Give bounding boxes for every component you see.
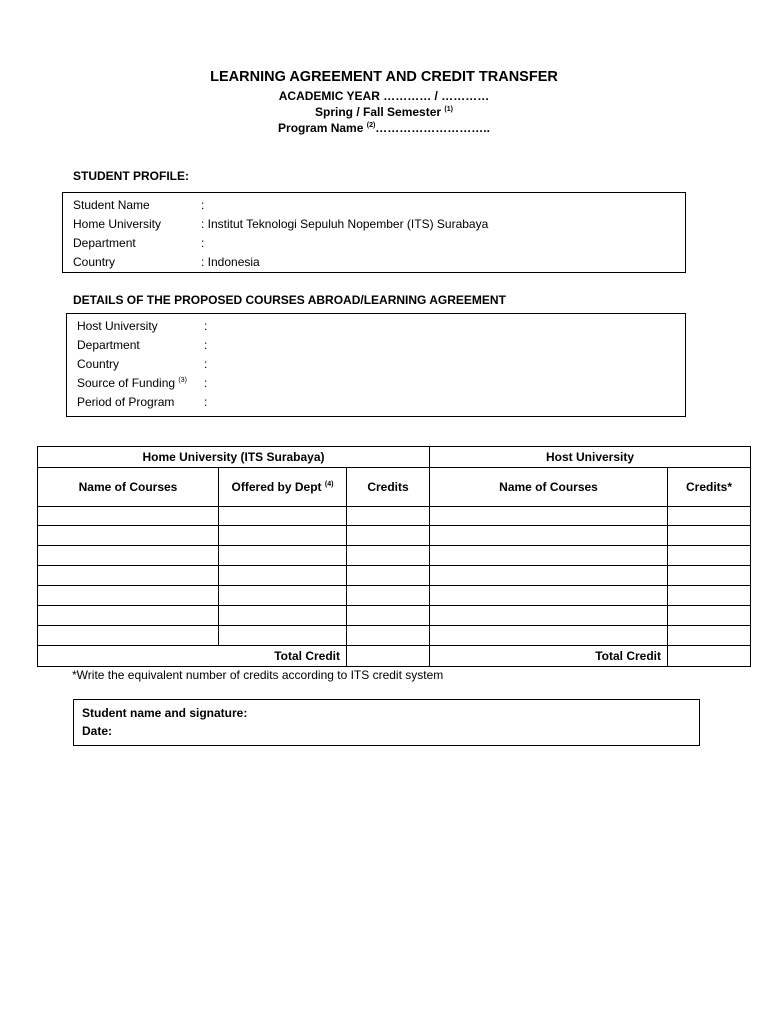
col-home-credits: Credits	[347, 468, 430, 507]
home-total-credit-cell[interactable]	[347, 646, 430, 667]
table-group-header-row	[38, 447, 751, 468]
document-title: LEARNING AGREEMENT AND CREDIT TRANSFER	[210, 69, 558, 85]
field-label: Home University	[73, 217, 162, 231]
proposed-courses-title: DETAILS OF THE PROPOSED COURSES ABROAD/LEARNING AGREEMENT	[73, 293, 506, 307]
funding-footnote-mark: (3)	[178, 377, 187, 384]
field-value: : Institut Teknologi Sepuluh Nopember (ITS) Surabaya	[201, 217, 489, 231]
field-value: :	[204, 395, 208, 409]
home-course-cell[interactable]	[38, 626, 219, 646]
field-label: Student Name	[73, 198, 150, 212]
offered-by-cell[interactable]	[219, 566, 347, 586]
home-credits-cell[interactable]	[347, 507, 430, 526]
courses-table	[37, 446, 751, 667]
home-course-cell[interactable]	[38, 546, 219, 566]
col-host-course-name: Name of Courses	[430, 468, 668, 507]
offered-by-cell[interactable]	[219, 626, 347, 646]
semester-line	[0, 105, 768, 119]
home-credits-cell[interactable]	[347, 526, 430, 546]
field-value: :	[204, 319, 208, 333]
table-total-row	[38, 646, 751, 667]
home-university-header: Home University (ITS Surabaya)	[38, 447, 430, 468]
country-row	[73, 255, 260, 269]
table-row	[38, 626, 751, 646]
field-value: :	[204, 338, 208, 352]
host-credits-cell[interactable]	[668, 546, 751, 566]
host-course-cell[interactable]	[430, 566, 668, 586]
host-credits-cell[interactable]	[668, 507, 751, 526]
academic-year: ACADEMIC YEAR ………… / …………	[278, 89, 490, 103]
host-course-cell[interactable]	[430, 526, 668, 546]
field-label: Department	[73, 236, 136, 250]
home-university-row	[73, 217, 489, 231]
host-total-credit-label: Total Credit	[430, 646, 668, 667]
home-course-cell[interactable]	[38, 526, 219, 546]
host-credits-cell[interactable]	[668, 566, 751, 586]
program-name-dots: ………………………..	[375, 121, 490, 135]
proposed-courses-box	[66, 313, 686, 417]
source-of-funding-row	[77, 376, 208, 390]
program-name-line	[0, 121, 768, 135]
table-row	[38, 606, 751, 626]
table-row	[38, 526, 751, 546]
offered-by-label: Offered by Dept	[231, 480, 322, 494]
field-label: Host University	[77, 319, 158, 333]
program-name-label: Program Name	[278, 121, 364, 135]
field-value: :	[201, 236, 205, 250]
home-credits-cell[interactable]	[347, 606, 430, 626]
student-signature-label: Student name and signature:	[82, 706, 248, 720]
credit-footnote: *Write the equivalent number of credits according to ITS credit system	[72, 668, 444, 682]
host-department-row	[77, 338, 208, 352]
home-credits-cell[interactable]	[347, 586, 430, 606]
table-row	[38, 507, 751, 526]
host-credits-cell[interactable]	[668, 586, 751, 606]
program-name-footnote-mark: (2)	[366, 122, 376, 129]
host-country-row	[77, 357, 208, 371]
host-credits-cell[interactable]	[668, 526, 751, 546]
offered-by-footnote-mark: (4)	[324, 481, 334, 488]
field-value: :	[204, 376, 208, 390]
field-label: Department	[77, 338, 140, 352]
semester-footnote-mark: (1)	[444, 106, 453, 113]
field-value: :	[204, 357, 208, 371]
field-label: Country	[73, 255, 116, 269]
host-course-cell[interactable]	[430, 586, 668, 606]
host-course-cell[interactable]	[430, 507, 668, 526]
table-column-header-row	[38, 468, 751, 507]
host-course-cell[interactable]	[430, 626, 668, 646]
col-offered-by-dept	[219, 468, 347, 507]
home-course-cell[interactable]	[38, 606, 219, 626]
offered-by-cell[interactable]	[219, 606, 347, 626]
field-label: Period of Program	[77, 395, 175, 409]
host-course-cell[interactable]	[430, 606, 668, 626]
period-of-program-row	[77, 395, 208, 409]
col-host-credits: Credits*	[668, 468, 751, 507]
offered-by-cell[interactable]	[219, 546, 347, 566]
field-label: Source of Funding	[77, 376, 176, 390]
department-row	[73, 236, 205, 250]
home-credits-cell[interactable]	[347, 626, 430, 646]
field-label: Country	[77, 357, 120, 371]
offered-by-cell[interactable]	[219, 526, 347, 546]
home-total-credit-label: Total Credit	[38, 646, 347, 667]
host-university-row	[77, 319, 208, 333]
host-university-header: Host University	[430, 447, 751, 468]
host-total-credit-cell[interactable]	[668, 646, 751, 667]
semester-text: Spring / Fall Semester	[315, 105, 442, 119]
table-row	[38, 546, 751, 566]
host-credits-cell[interactable]	[668, 606, 751, 626]
home-credits-cell[interactable]	[347, 566, 430, 586]
host-credits-cell[interactable]	[668, 626, 751, 646]
offered-by-cell[interactable]	[219, 507, 347, 526]
host-course-cell[interactable]	[430, 546, 668, 566]
table-row	[38, 586, 751, 606]
field-value: : Indonesia	[201, 255, 260, 269]
field-value: :	[201, 198, 205, 212]
home-course-cell[interactable]	[38, 507, 219, 526]
student-name-row	[73, 198, 205, 212]
table-row	[38, 566, 751, 586]
student-profile-title: STUDENT PROFILE:	[73, 169, 189, 183]
home-course-cell[interactable]	[38, 586, 219, 606]
date-label: Date:	[82, 724, 113, 738]
student-profile-box	[62, 192, 686, 273]
home-credits-cell[interactable]	[347, 546, 430, 566]
offered-by-cell[interactable]	[219, 586, 347, 606]
home-course-cell[interactable]	[38, 566, 219, 586]
col-home-course-name: Name of Courses	[38, 468, 219, 507]
